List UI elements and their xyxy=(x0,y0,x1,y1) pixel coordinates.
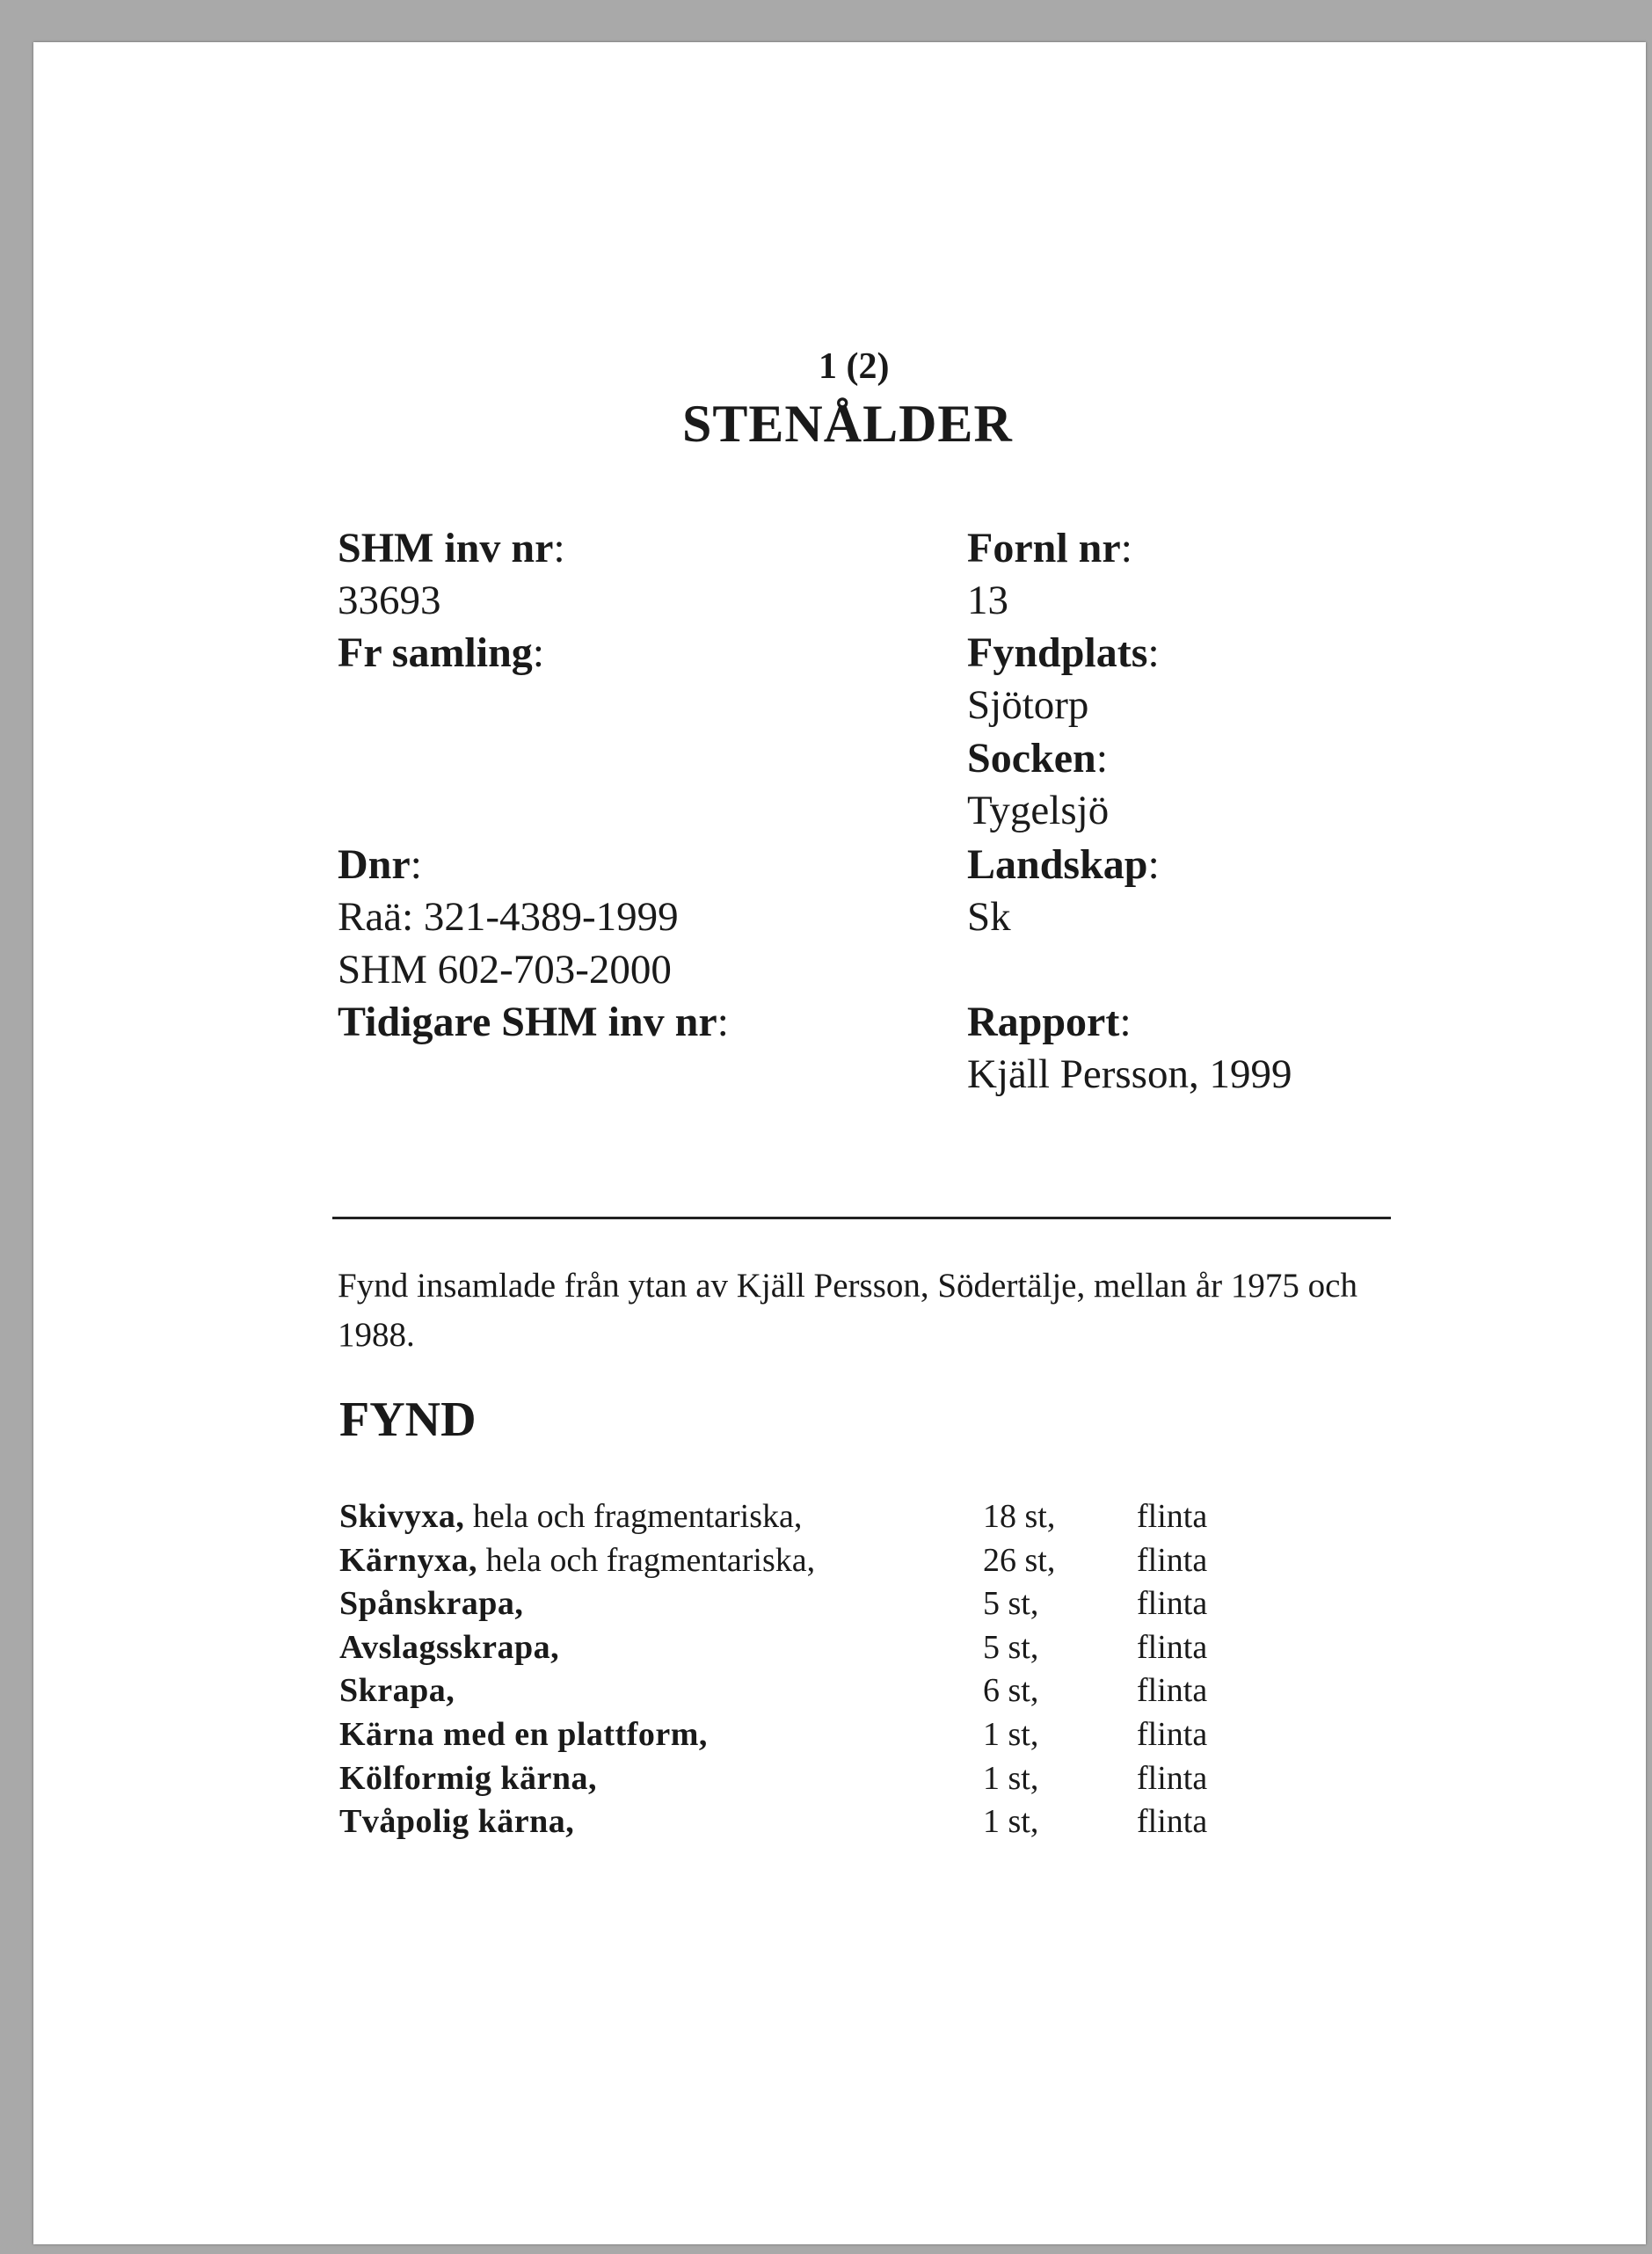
fynd-item-name: Kärna med en plattform, xyxy=(339,1716,708,1753)
fynd-row xyxy=(33,1715,1646,1759)
fynd-item-material: flinta xyxy=(1137,1585,1208,1623)
fynd-item-quantity: 1 st, xyxy=(983,1716,1039,1753)
fynd-row xyxy=(33,1628,1646,1672)
fynd-item-name: Kölformig kärna, xyxy=(339,1759,597,1797)
document-page xyxy=(33,42,1646,2244)
fynd-item-material: flinta xyxy=(1137,1498,1208,1535)
fynd-item-name: Spånskrapa, xyxy=(339,1585,524,1623)
fynd-item-material: flinta xyxy=(1137,1672,1208,1710)
fyndplats-label: Fyndplats: xyxy=(967,629,1160,676)
fynd-item-material: flinta xyxy=(1137,1803,1208,1841)
fynd-item-name: Skrapa, xyxy=(339,1672,455,1710)
fr-samling-label: Fr samling: xyxy=(338,629,545,676)
socken-value: Tygelsjö xyxy=(967,788,1110,833)
fyndplats-value: Sjötorp xyxy=(967,682,1089,728)
shm-inv-label: SHM inv nr: xyxy=(338,525,565,571)
fynd-row xyxy=(33,1584,1646,1628)
fynd-item-quantity: 5 st, xyxy=(983,1628,1039,1666)
fynd-row xyxy=(33,1802,1646,1846)
fynd-item-quantity: 26 st, xyxy=(983,1541,1056,1579)
fynd-item-quantity: 1 st, xyxy=(983,1803,1039,1841)
intro-text: Fynd insamlade från ytan av Kjäll Persson, Södertälje, mellan år 1975 och 1988. xyxy=(338,1267,1357,1354)
fornl-nr-label: Fornl nr: xyxy=(967,525,1132,571)
dnr-value-1: Raä: 321-4389-1999 xyxy=(338,894,679,940)
shm-inv-value: 33693 xyxy=(338,578,441,623)
fynd-item-quantity: 18 st, xyxy=(983,1498,1056,1535)
fynd-row xyxy=(33,1759,1646,1803)
fynd-item-name: Avslagsskrapa, xyxy=(339,1628,560,1666)
fynd-row xyxy=(33,1671,1646,1715)
fynd-item-name: Tvåpolig kärna, xyxy=(339,1803,575,1841)
fynd-row xyxy=(33,1497,1646,1541)
fynd-item-material: flinta xyxy=(1137,1541,1208,1579)
rapport-value: Kjäll Persson, 1999 xyxy=(967,1051,1292,1097)
fynd-item-quantity: 6 st, xyxy=(983,1672,1039,1710)
fynd-item-material: flinta xyxy=(1137,1628,1208,1666)
fynd-row xyxy=(33,1541,1646,1585)
tidigare-shm-inv-label: Tidigare SHM inv nr: xyxy=(338,999,729,1045)
fornl-nr-value: 13 xyxy=(967,578,1008,623)
page-title: STENÅLDER xyxy=(682,395,1013,453)
horizontal-divider xyxy=(332,1217,1391,1219)
fynd-item-material: flinta xyxy=(1137,1759,1208,1797)
landskap-value: Sk xyxy=(967,894,1011,940)
page-number: 1 (2) xyxy=(819,346,890,387)
dnr-value-2: SHM 602-703-2000 xyxy=(338,947,672,992)
socken-label: Socken: xyxy=(967,735,1109,782)
fynd-item-name: Kärnyxa, hela och fragmentariska, xyxy=(339,1541,816,1579)
dnr-label: Dnr: xyxy=(338,841,423,888)
fynd-item-quantity: 5 st, xyxy=(983,1585,1039,1623)
fynd-item-material: flinta xyxy=(1137,1716,1208,1753)
landskap-label: Landskap: xyxy=(967,841,1160,888)
fynd-item-name: Skivyxa, hela och fragmentariska, xyxy=(339,1498,803,1535)
fynd-item-quantity: 1 st, xyxy=(983,1759,1039,1797)
fynd-heading: FYND xyxy=(339,1392,477,1447)
rapport-label: Rapport: xyxy=(967,999,1132,1045)
